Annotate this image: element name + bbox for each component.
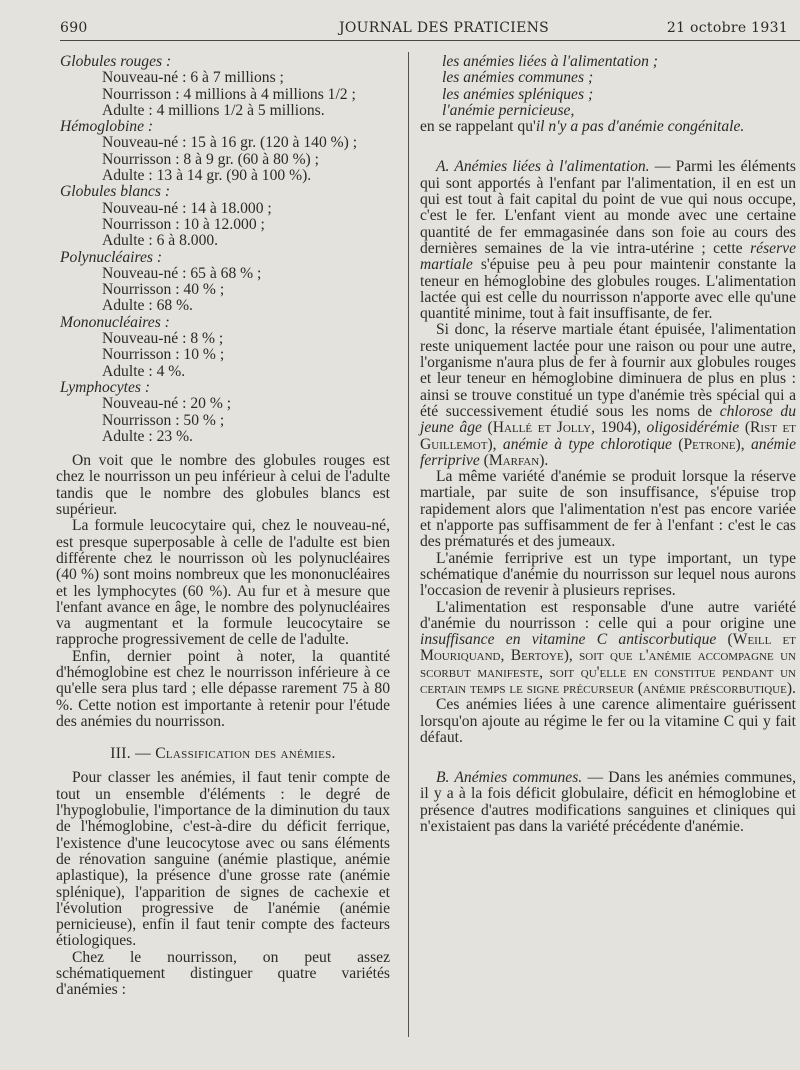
blood-stats-list: [56, 54, 390, 445]
paragraph: La même variété d'anémie se produit lorsque la réserve martiale, par suite de son insuffisance, s'épuise trop rapidement alors que l'alimentation n'est pas encore variée et n'apporte pas suffisamment de fer à l'enfant : c'est le cas des prématurés et des jumeaux.: [420, 468, 796, 551]
stat-category: Polynucléaires :: [60, 248, 163, 266]
stat-category: Hémoglobine :: [60, 118, 154, 136]
journal-title: JOURNAL DES PRATICIENS: [338, 20, 550, 36]
stat-row: Adulte : 13 à 14 gr. (90 à 100 %).: [102, 167, 312, 185]
subsection-title: B. Anémies communes.: [436, 769, 583, 787]
right-column: [420, 54, 796, 835]
stat-row: Nourrisson : 40 % ;: [102, 281, 225, 299]
stat-row: Adulte : 23 %.: [102, 427, 193, 445]
column-divider: [408, 52, 409, 1037]
issue-date: 21 octobre 1931: [666, 20, 788, 36]
stat-category: Mononucléaires :: [60, 313, 170, 331]
paragraph: L'anémie ferriprive est un type important, un type schématique d'anémie du nourrisson sur lequel nous aurons l'occasion de revenir à plusieurs reprises.: [420, 549, 796, 600]
list-item: l'anémie pernicieuse,: [442, 101, 575, 119]
stat-category: Globules rouges :: [60, 53, 172, 70]
paragraph: On voit que le nombre des globules rouges est chez le nourrisson un peu inférieur à celui de l'adulte tandis que le nombre des globules blancs est supérieur.: [56, 452, 390, 519]
stat-category: Globules blancs :: [60, 183, 171, 201]
paragraph: La formule leucocytaire qui, chez le nouveau-né, est presque superposable à celle de l'adulte est bien différente chez le nourrisson où les polynucléaires (40 %) sont moins nombreux que les mononucléaires et les lymphocytes (60 %). Au fur et à mesure que l'enfant avance en âge, le nombre des polynucléaires va augmentant et la formule leucocytaire se rapproche progressivement de celle de l'adulte.: [56, 517, 390, 649]
list-item: les anémies liées à l'alimentation ;: [442, 53, 658, 70]
paragraph: Pour classer les anémies, il faut tenir compte de tout un ensemble d'éléments : le degré de l'hypoglobulie, l'importance de la diminution du taux de l'hémoglobine, c'est-à-dire du déficit ferrique, l'existence d'une leucocytose avec ou sans éléments de rénovation sanguine (anémie plastique, anémie aplastique), la présence d'une grosse rate (anémie splénique), l'apparition de signes de cachexie et l'évolution progressive de l'anémie (anémie pernicieuse), enfin il faut tenir compte des facteurs étiologiques.: [56, 769, 390, 950]
stat-row: Nourrisson : 10 % ;: [102, 346, 225, 364]
stat-row: Nourrisson : 50 % ;: [102, 411, 225, 429]
stat-row: Nouveau-né : 8 % ;: [102, 330, 224, 348]
running-header: [60, 18, 788, 40]
header-rule: [60, 40, 800, 41]
stat-row: Nourrisson : 10 à 12.000 ;: [102, 215, 265, 233]
stat-row: Nourrisson : 4 millions à 4 millions 1/2 ;: [102, 85, 356, 103]
subsection-b: B. Anémies communes. — Dans les anémies communes, il y a à la fois déficit globulaire, déficit en hémoglobine et présence d'autres modifications sanguines et cliniques qui n'existaient pas dans la variété précédente d'anémie.: [420, 769, 796, 836]
stat-row: Nouveau-né : 65 à 68 % ;: [102, 264, 262, 282]
list-item: les anémies communes ;: [442, 69, 594, 87]
subsection-title: A. Anémies liées à l'alimentation.: [436, 158, 650, 176]
stat-row: Nouveau-né : 20 % ;: [102, 395, 232, 413]
stat-row: Adulte : 6 à 8.000.: [102, 232, 219, 250]
subsection-a: A. Anémies liées à l'alimentation. — Parmi les éléments qui sont apportés à l'enfant par l'alimentation, il en est un qui est tout à fait capital du point de vue qui nous occupe, c'est le fer. L'enfant vient au monde avec une certaine quantité de fer emmagasinée dans son foie au cours des dernières semaines de la vie intra-utérine ; cette réserve martiale s'épuise peu à peu pour maintenir constante la teneur en hémoglobine des globules rouges. L'alimentation lactée qui est celle du nourrisson n'apporte avec elle qu'une quantité minime, tout à fait insuffisante, de fer.: [420, 158, 796, 323]
page-number: 690: [60, 20, 88, 36]
stat-row: Nouveau-né : 15 à 16 gr. (120 à 140 %) ;: [102, 134, 358, 152]
paragraph: Enfin, dernier point à noter, la quantité d'hémoglobine est chez le nourrisson inférieure à ce qu'elle sera plus tard ; elle dépasse rarement 75 à 80 %. Cette notion est importante à retenir pour l'étude des anémies du nourrisson.: [56, 647, 390, 730]
paragraph: L'alimentation est responsable d'une autre variété d'anémie du nourrisson : celle qui a pour origine une insuffisance en vitamine C antiscorbutique (Weill et Mouriquand, Bertoye), soit que l'anémie accompagne un scorbut manifeste, soit qu'elle en constitue pendant un certain temps le signe précurseur (anémie préscorbutique).: [420, 598, 796, 697]
stat-row: Adulte : 4 %.: [102, 362, 186, 380]
paragraph: Chez le nourrisson, on peut assez schématiquement distinguer quatre variétés d'anémies :: [56, 948, 390, 999]
paragraph: Si donc, la réserve martiale étant épuisée, l'alimentation reste uniquement lactée pour une raison ou pour une autre, l'organisme n'aura plus de fer à fournir aux globules rouges et leur teneur en hémoglobine diminuera de plus en plus : ainsi se trouve constitué un type d'anémie très spécial qui a été successivement étudié sous les noms de chlorose du jeune âge (Hallé et Jolly, 1904), oligosidérémie (Rist et Guillemot), anémie à type chlorotique (Petrone), anémie ferriprive (Marfan).: [420, 321, 797, 469]
paragraph: Ces anémies liées à une carence alimentaire guérissent lorsqu'on ajoute au régime le fer ou la vitamine C qui y fait défaut.: [420, 696, 796, 746]
stat-category: Lymphocytes :: [60, 378, 151, 396]
paragraph: en se rappelant qu'il n'y a pas d'anémie congénitale.: [420, 118, 745, 136]
stat-row: Nouveau-né : 6 à 7 millions ;: [102, 69, 284, 87]
stat-row: Adulte : 4 millions 1/2 à 5 millions.: [102, 101, 325, 119]
list-item: les anémies spléniques ;: [442, 85, 594, 103]
section-heading: III. — Classification des anémies.: [110, 745, 336, 763]
stat-row: Adulte : 68 %.: [102, 297, 193, 315]
stat-row: Nouveau-né : 14 à 18.000 ;: [102, 199, 272, 217]
stat-row: Nourrisson : 8 à 9 gr. (60 à 80 %) ;: [102, 150, 319, 168]
left-column: [56, 54, 390, 999]
